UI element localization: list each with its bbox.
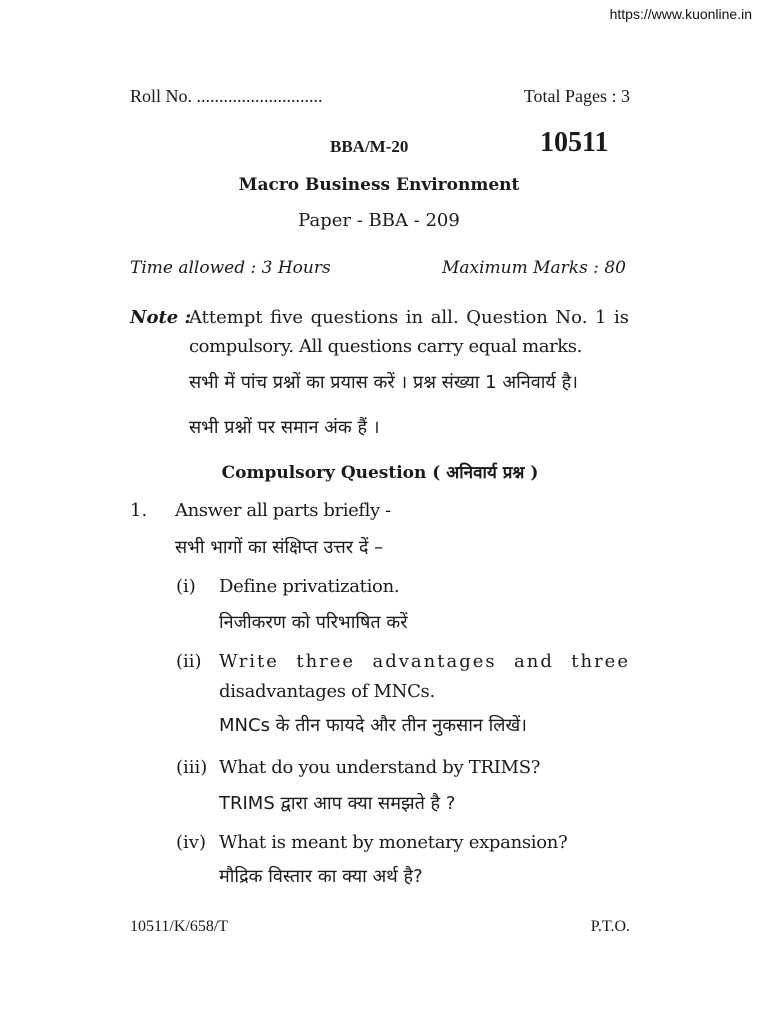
part-english: Define privatization. (219, 576, 400, 597)
time-allowed: Time allowed : 3 Hours (130, 258, 331, 278)
part-hindi: MNCs के तीन फायदे और तीन नुकसान लिखें। (219, 715, 527, 736)
question-number: 1. (130, 500, 148, 521)
question-hindi: सभी भागों का संक्षिप्त उत्तर दें – (175, 537, 384, 558)
section-heading-text: Compulsory Question ( अनिवार्य प्रश्न ) (221, 463, 539, 483)
source-url: https://www.kuonline.in (609, 6, 752, 22)
part-english: What do you understand by TRIMS? (219, 757, 541, 778)
part-english-line2: disadvantages of MNCs. (219, 681, 435, 702)
part-number: (iii) (176, 757, 208, 778)
part-number: (ii) (176, 651, 202, 672)
roll-number-field: Roll No. ............................ (130, 86, 323, 106)
maximum-marks: Maximum Marks : 80 (441, 258, 626, 278)
footer-code: 10511/K/658/T (130, 918, 229, 935)
part-english-line1: Write three advantages and three (219, 651, 630, 672)
total-pages: Total Pages : 3 (523, 86, 630, 106)
paper-title (0, 175, 768, 195)
note-instruction-line2: compulsory. All questions carry equal marks. (189, 336, 582, 357)
paper-title-text: Macro Business Environment (238, 175, 520, 195)
note-hindi-line1: सभी में पांच प्रश्नों का प्रयास करें । प्रश्न संख्या 1 अनिवार्य है। (189, 372, 578, 393)
exam-code: BBA/M-20 (330, 137, 409, 156)
section-heading (0, 460, 768, 483)
part-hindi: मौद्रिक विस्तार का क्या अर्थ है? (219, 866, 423, 887)
paper-number: 10511 (540, 127, 609, 158)
paper-code-text: Paper - BBA - 209 (298, 210, 460, 231)
part-number: (iv) (176, 832, 206, 853)
part-hindi: TRIMS द्वारा आप क्या समझते है ? (219, 793, 456, 814)
question-text: Answer all parts briefly - (175, 500, 391, 521)
note-label: Note : (130, 307, 192, 328)
part-hindi: निजीकरण को परिभाषित करें (219, 612, 408, 633)
paper-code (0, 210, 768, 231)
part-english: What is meant by monetary expansion? (219, 832, 568, 853)
footer-pto: P.T.O. (590, 918, 630, 935)
note-instruction-line1: Attempt five questions in all. Question No. 1 is (189, 307, 629, 328)
note-hindi-line2: सभी प्रश्नों पर समान अंक हैं । (189, 417, 380, 438)
part-number: (i) (176, 576, 196, 597)
